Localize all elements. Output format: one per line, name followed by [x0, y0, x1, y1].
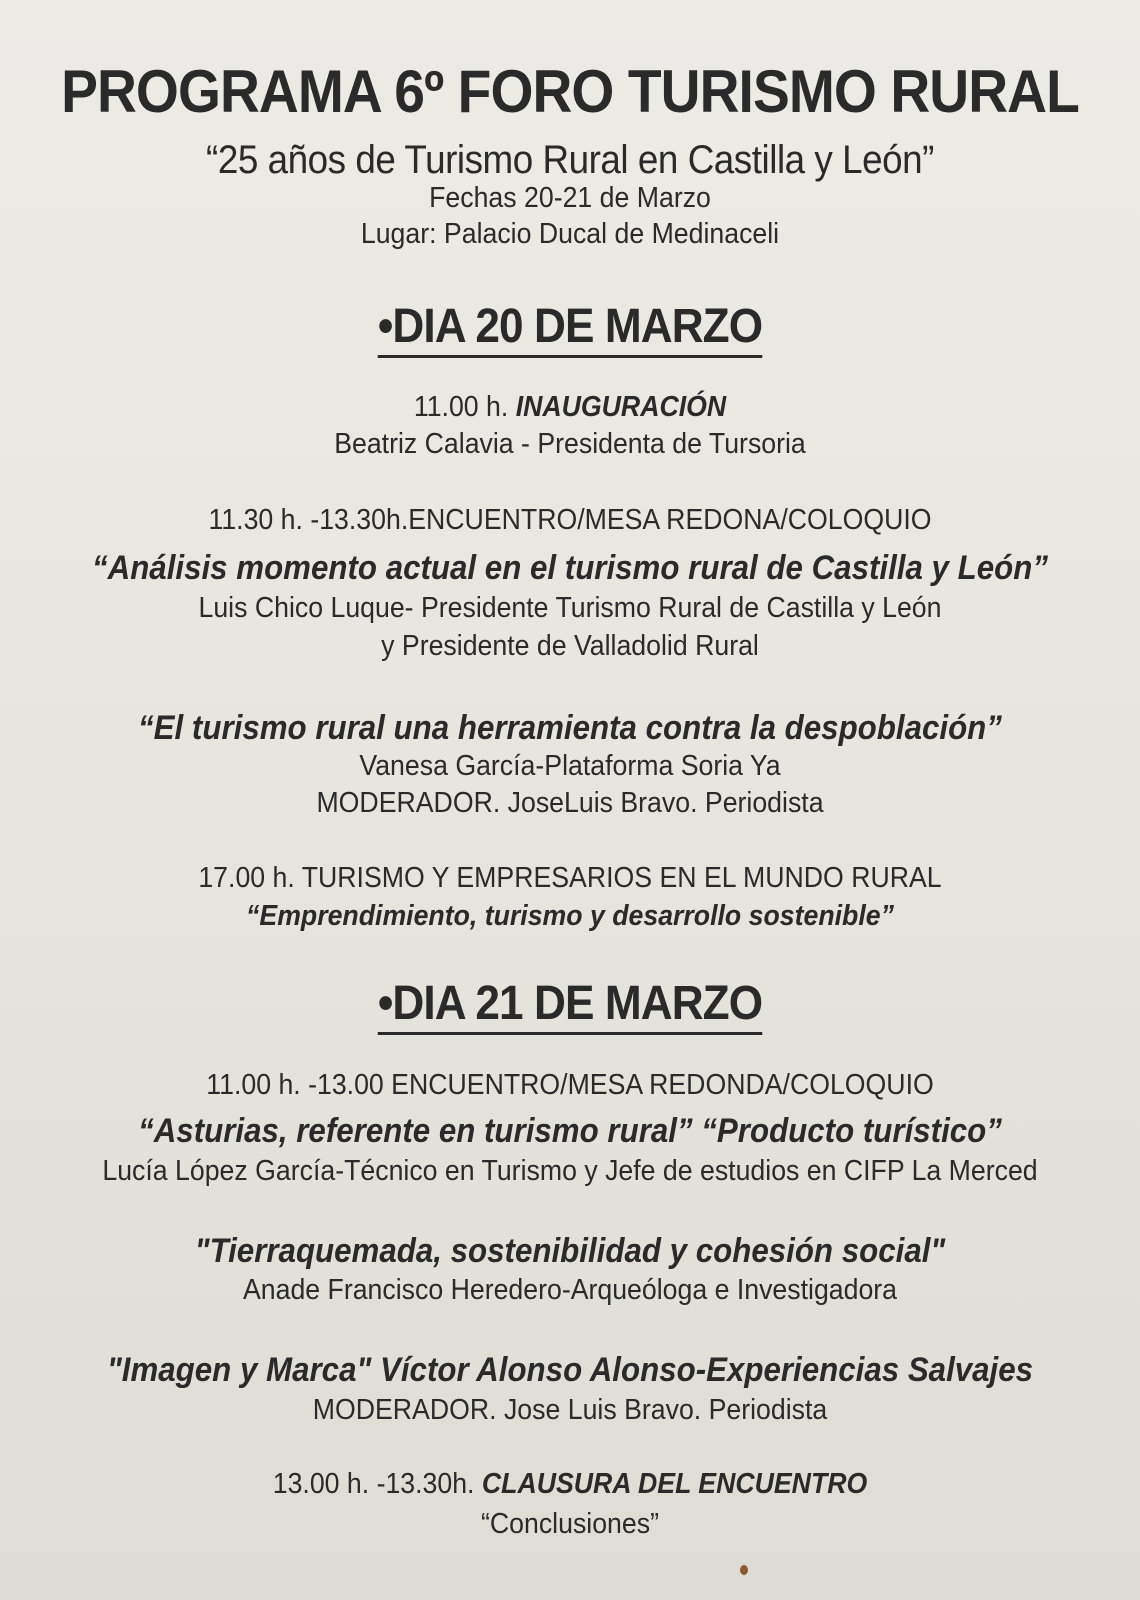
- day2-talk3-title: "Imagen y Marca" Víctor Alonso Alonso-Experiencias Salvajes: [106, 1351, 1034, 1389]
- day1-session2-title: “Emprendimiento, turismo y desarrollo sostenible”: [246, 900, 894, 932]
- day2-talk2-title: "Tierraquemada, sostenibilidad y cohesión social": [194, 1232, 946, 1270]
- day1-heading-text: •DIA 20 DE MARZO: [378, 300, 762, 358]
- closing-label: CLAUSURA DEL ENCUENTRO: [481, 1468, 868, 1500]
- paper-spot: [740, 1565, 748, 1575]
- day2-talk1-title: “Asturias, referente en turismo rural” “Producto turístico”: [138, 1112, 1002, 1150]
- day1-session2-time: 17.00 h. TURISMO Y EMPRESARIOS EN EL MUNDO RURAL: [198, 862, 942, 894]
- inauguration-label: INAUGURACIÓN: [515, 391, 727, 423]
- day1-session1-time: 11.30 h. -13.30h.ENCUENTRO/MESA REDONA/COLOQUIO: [208, 504, 932, 536]
- day1-inauguration: [46, 393, 1095, 422]
- day1-heading: [46, 300, 1095, 353]
- day1-talk1-title: “Análisis momento actual en el turismo rural de Castilla y León”: [91, 549, 1049, 587]
- day1-talk2-title: “El turismo rural una herramienta contra la despoblación”: [138, 709, 1002, 747]
- day2-session1-time: 11.00 h. -13.00 ENCUENTRO/MESA REDONDA/COLOQUIO: [206, 1069, 934, 1101]
- inauguration-time: 11.00 h.: [413, 391, 516, 423]
- day1-talk2-person: Vanesa García-Plataforma Soria Ya: [359, 750, 781, 782]
- program-place: Lugar: Palacio Ducal de Medinaceli: [360, 218, 780, 250]
- inauguration-person: Beatriz Calavia - Presidenta de Tursoria: [334, 428, 806, 460]
- day2-heading-text: •DIA 21 DE MARZO: [378, 977, 762, 1035]
- closing-note: “Conclusiones”: [481, 1508, 659, 1540]
- day2-closing: [46, 1470, 1095, 1499]
- program-dates: Fechas 20-21 de Marzo: [429, 182, 711, 214]
- day2-heading: [46, 977, 1095, 1030]
- program-title: PROGRAMA 6º FORO TURISMO RURAL: [61, 58, 1079, 125]
- day1-moderator: MODERADOR. JoseLuis Bravo. Periodista: [316, 787, 824, 819]
- day2-talk2-person: Anade Francisco Heredero-Arqueóloga e Investigadora: [242, 1274, 898, 1306]
- closing-time: 13.00 h. -13.30h.: [272, 1468, 482, 1500]
- program-subtitle: “25 años de Turismo Rural en Castilla y León”: [206, 138, 934, 182]
- day1-talk1-person-line1: Luis Chico Luque- Presidente Turismo Rural de Castilla y León: [198, 592, 942, 624]
- day2-talk1-person: Lucía López García-Técnico en Turismo y Jefe de estudios en CIFP La Merced: [102, 1155, 1038, 1187]
- day2-moderator: MODERADOR. Jose Luis Bravo. Periodista: [312, 1394, 828, 1426]
- day1-talk1-person-line2: y Presidente de Valladolid Rural: [381, 630, 759, 662]
